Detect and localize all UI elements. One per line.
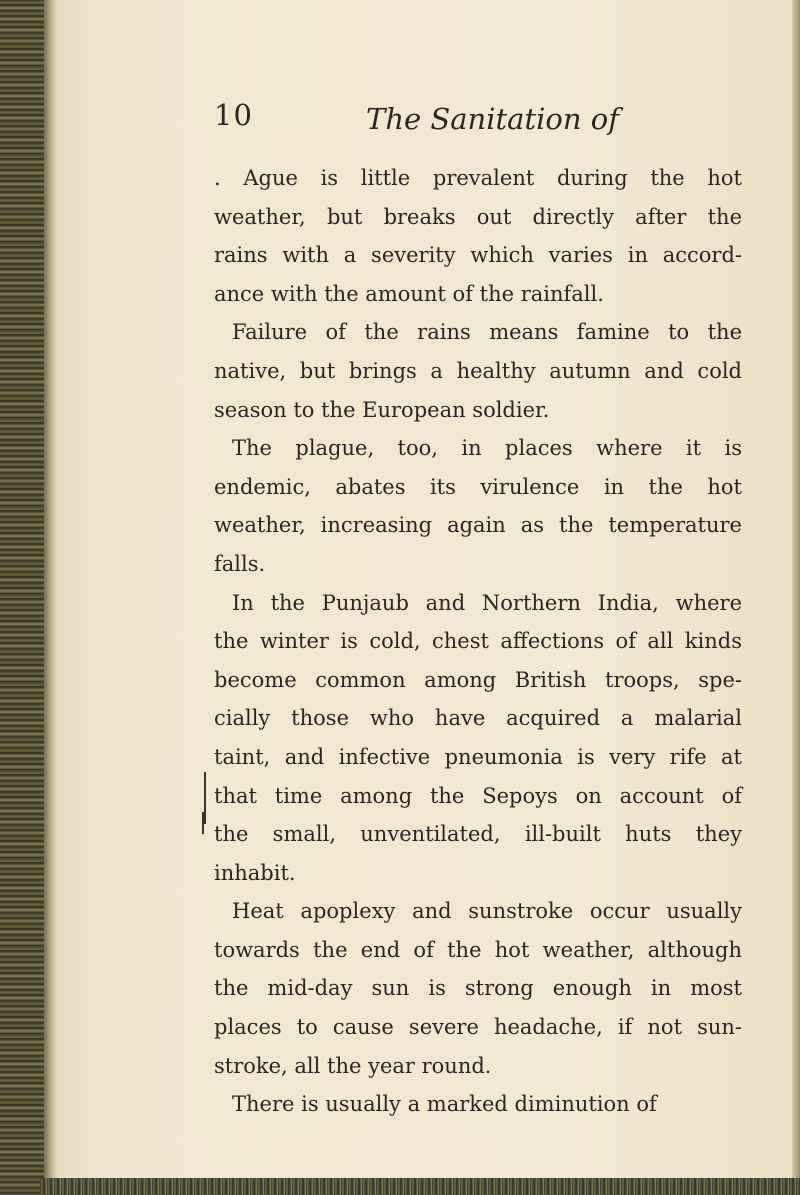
page-bottom-edge — [40, 1178, 800, 1195]
text-line: . Ague is little prevalent during the hot — [214, 166, 742, 190]
text-line: towards the end of the hot weather, although — [214, 937, 742, 962]
page-gutter — [44, 0, 58, 1195]
text-line: cially those who have acquired a malarial — [214, 706, 742, 731]
book-binding — [0, 0, 44, 1195]
text-line: weather, but breaks out directly after the — [214, 204, 742, 229]
text-line: Failure of the rains means famine to the — [232, 320, 742, 345]
page-right-edge — [792, 0, 800, 1195]
text-line: endemic, abates its virulence in the hot — [214, 474, 742, 499]
text-line: rains with a severity which varies in accord- — [214, 243, 742, 268]
text-line: the winter is cold, chest affections of all kinds — [214, 629, 742, 654]
text-line: the small, unventilated, ill-built huts they — [214, 822, 742, 847]
running-title: The Sanitation of — [366, 102, 619, 136]
text-line: become common among British troops, spe- — [214, 667, 742, 692]
page-number: 10 — [214, 98, 253, 132]
text-line: native, but brings a healthy autumn and cold — [214, 358, 742, 383]
text-line: In the Punjaub and Northern India, where — [232, 590, 742, 615]
text-line: that time among the Sepoys on account of — [214, 783, 742, 808]
text-line: ance with the amount of the rainfall. — [214, 281, 604, 306]
text-line: places to cause severe headache, if not sun- — [214, 1015, 742, 1040]
text-line: The plague, too, in places where it is — [232, 436, 742, 461]
text-line: season to the European soldier. — [214, 397, 550, 422]
text-line: the mid-day sun is strong enough in most — [214, 976, 742, 1001]
margin-mark — [204, 772, 206, 824]
page-header — [214, 96, 654, 156]
text-line: taint, and infective pneumonia is very rife at — [214, 744, 742, 769]
text-line: inhabit. — [214, 860, 296, 885]
body-text — [214, 159, 742, 1124]
margin-mark — [202, 812, 204, 834]
text-line: Heat apoplexy and sunstroke occur usually — [232, 899, 742, 924]
text-line: weather, increasing again as the temperature — [214, 513, 742, 538]
text-line: stroke, all the year round. — [214, 1053, 492, 1078]
text-line: There is usually a marked diminution of — [232, 1092, 657, 1117]
text-line: falls. — [214, 551, 266, 576]
